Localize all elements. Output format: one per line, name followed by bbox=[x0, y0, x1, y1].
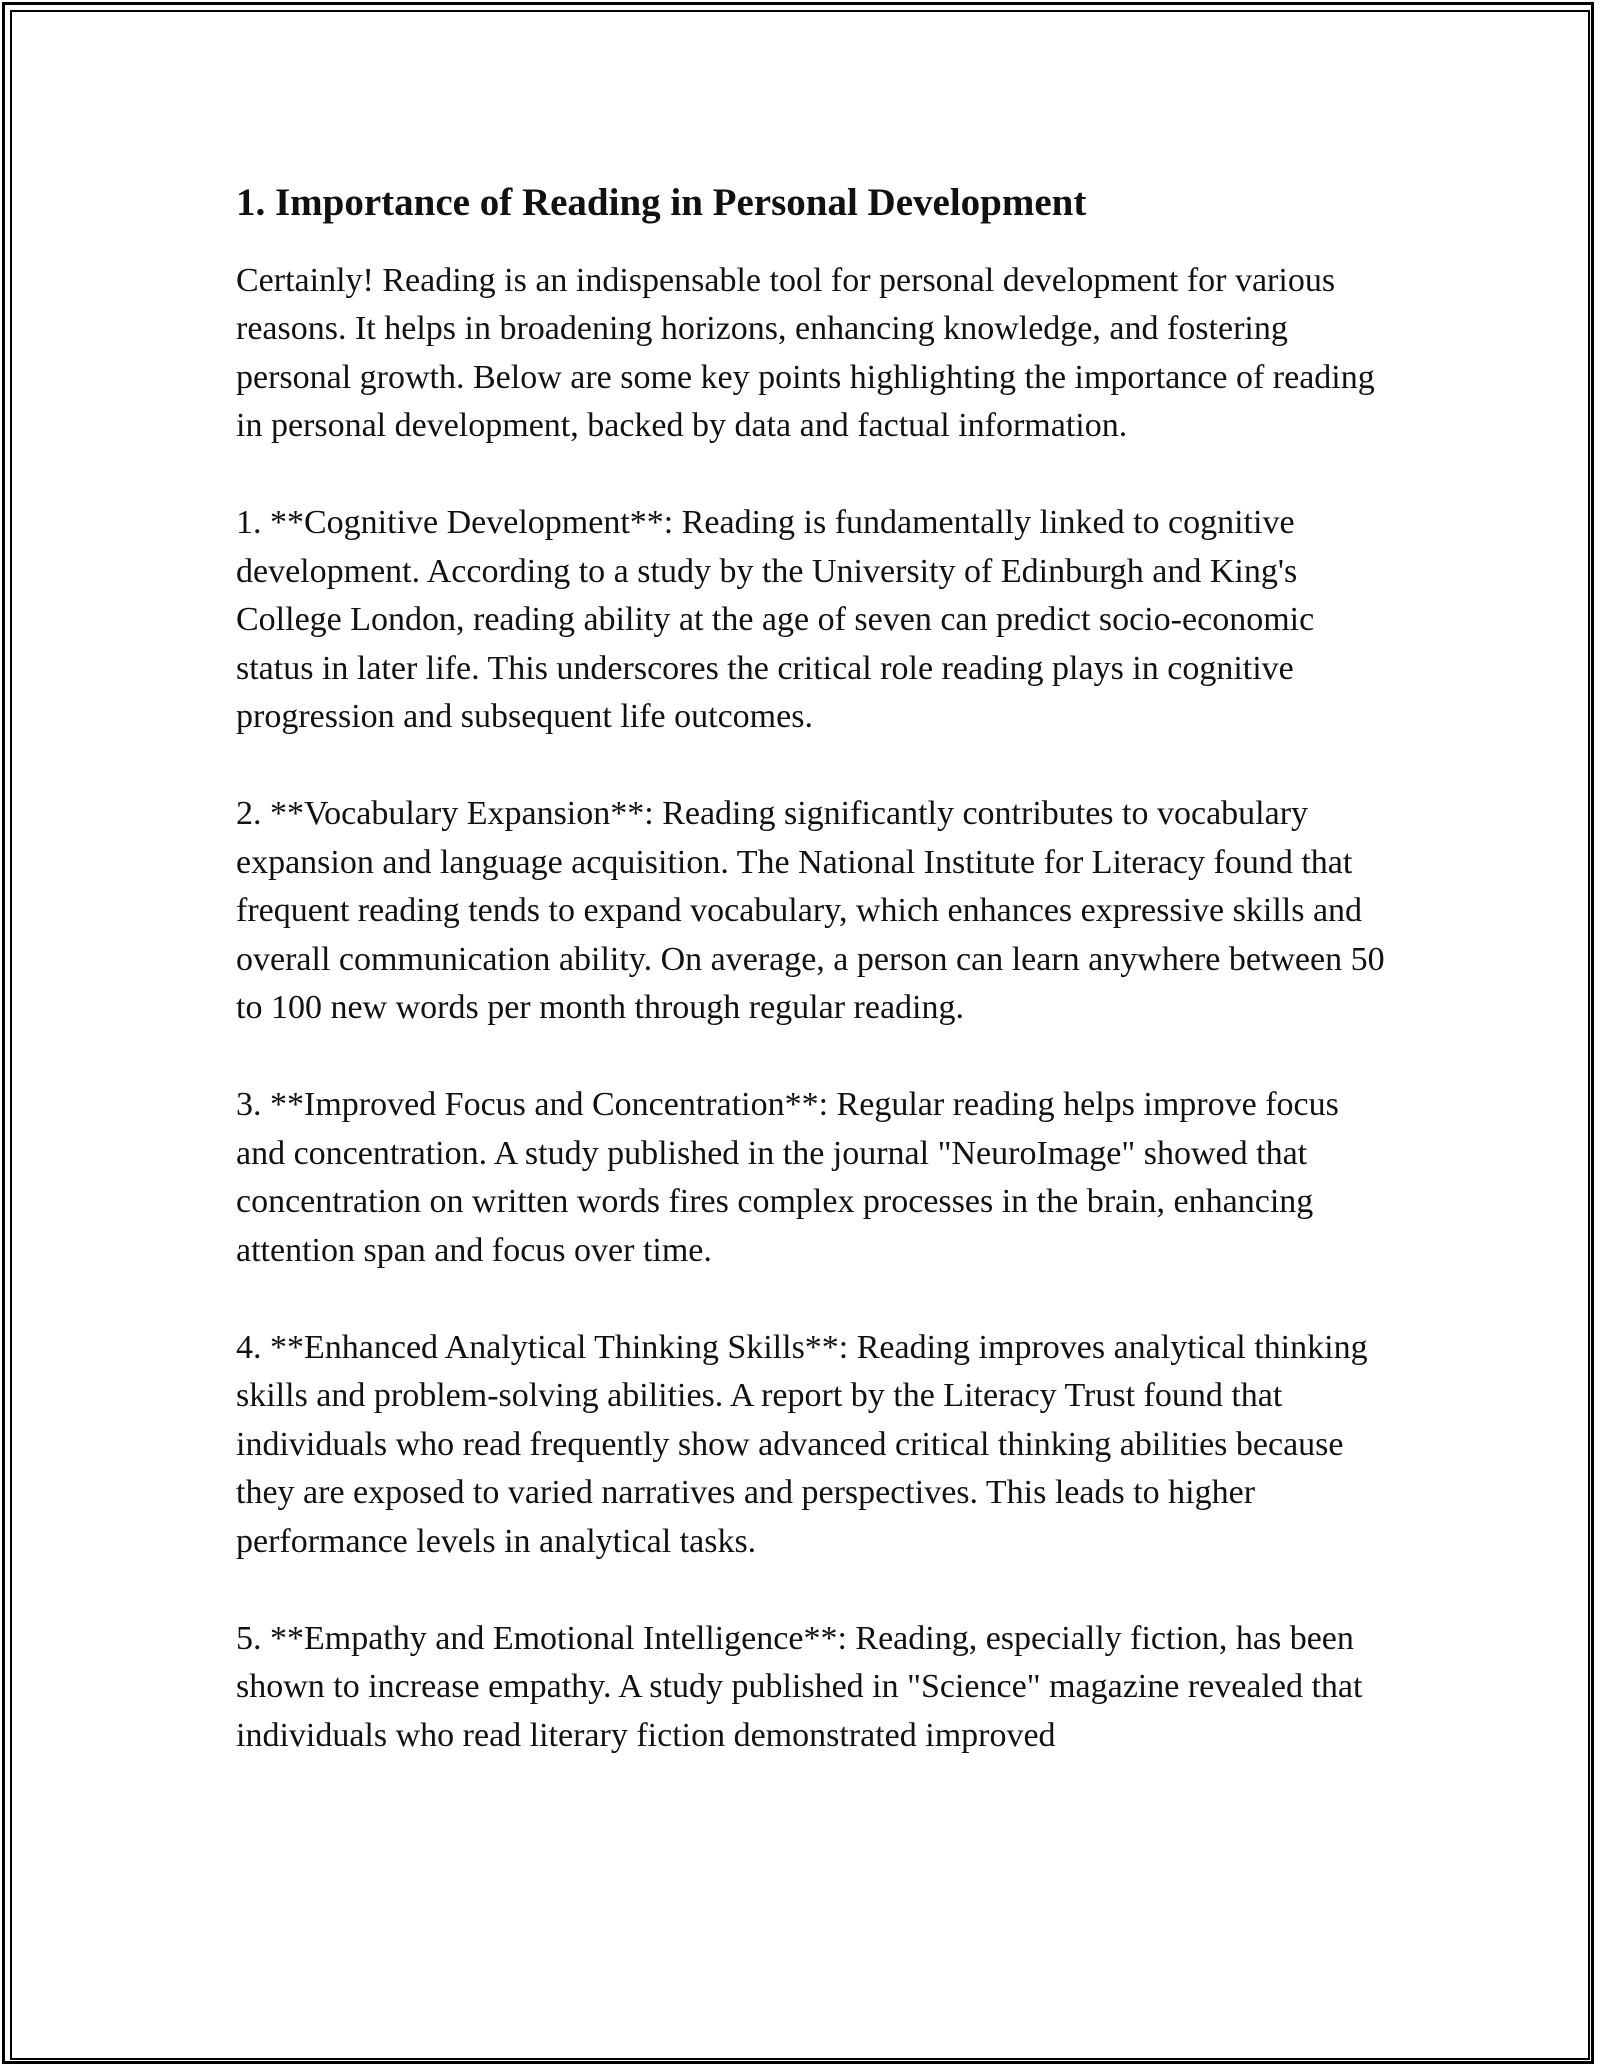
intro-paragraph: Certainly! Reading is an indispensable tool for personal development for various reasons. It helps in broadening horizons, enhancing knowledge, and fostering personal growth. Below are some key points highlighting the importance of reading in personal development, backed by data and factual information. bbox=[236, 261, 1375, 445]
point-empathy-emotional-intelligence: 5. **Empathy and Emotional Intelligence**: Reading, especially fiction, has been shown to increase empathy. A study published in "Science" magazine revealed that individuals who read literary fiction demonstrated improved bbox=[236, 1619, 1363, 1754]
point-cognitive-development: 1. **Cognitive Development**: Reading is fundamentally linked to cognitive development. According to a study by the University of Edinburgh and King's College London, reading ability at the age of seven can predict socio-economic status in later life. This underscores the critical role reading plays in cognitive progression and subsequent life outcomes. bbox=[236, 504, 1315, 736]
point-focus-concentration: 3. **Improved Focus and Concentration**: Regular reading helps improve focus and concentration. A study published in the journal "NeuroImage" showed that concentration on written words fires complex processes in the brain, enhancing attention span and focus over time. bbox=[236, 1086, 1339, 1269]
document-body bbox=[236, 180, 1386, 1809]
point-analytical-thinking: 4. **Enhanced Analytical Thinking Skills**: Reading improves analytical thinking skills and problem-solving abilities. A report by the Literacy Trust found that individuals who read frequently show advanced critical thinking abilities because they are exposed to varied narratives and perspectives. This leads to higher performance levels in analytical tasks. bbox=[236, 1328, 1368, 1560]
document-heading: 1. Importance of Reading in Personal Development bbox=[236, 181, 1087, 224]
point-vocabulary-expansion: 2. **Vocabulary Expansion**: Reading significantly contributes to vocabulary expansion and language acquisition. The National Institute for Literacy found that frequent reading tends to expand vocabulary, which enhances expressive skills and overall communication ability. On average, a person can learn anywhere between 50 to 100 new words per month through regular reading. bbox=[236, 795, 1385, 1027]
